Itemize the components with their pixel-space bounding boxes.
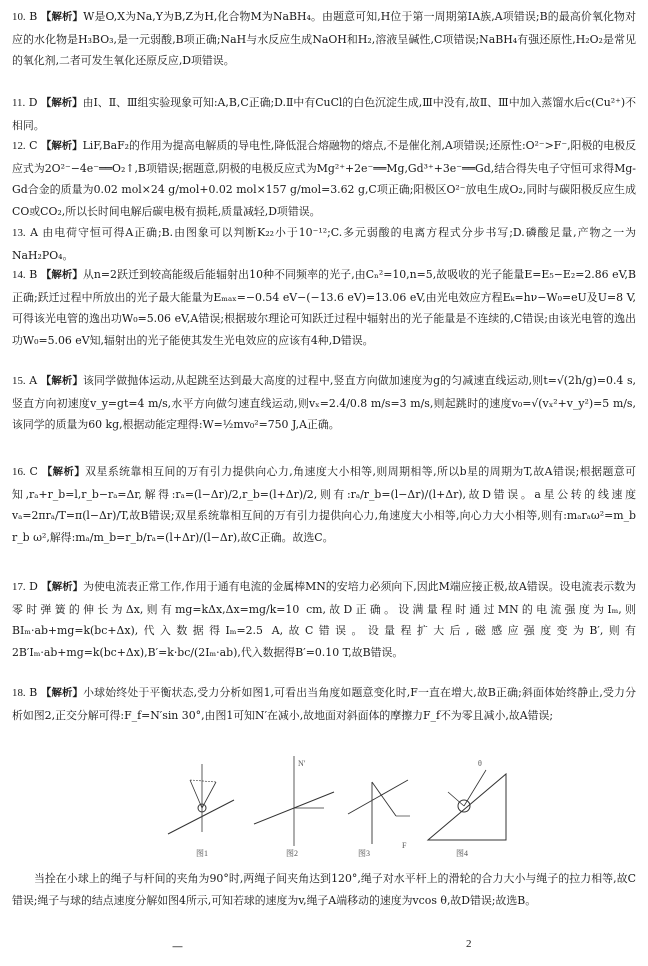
item-text: 双星系统靠相互间的万有引力提供向心力,角速度大小相等,则周期相等,所以b星的周期为T,故A错误;根据题意可知,rₐ+r_b=l,r_b−rₐ=Δr,解得:rₐ=(l−Δr)/2,r_b=(l+Δr)/2,则有:rₐ/r_b=(l−Δr)/(l+Δr),故D错误。a星公转的线速度vₐ=2πrₐ/T=π(l−Δr)/T,故B错误;双星系统靠相互间的万有引力提供向心力,角速度大小相等,向心力大小相等,则有:mₐrₐω²=m_b r_b ω²,解得:mₐ/m_b=r_b/rₐ=(l+Δr)/(l−Δr),故C正确。故选C。	[12, 465, 637, 544]
item-number: 12.	[12, 140, 26, 152]
item-number: 17.	[12, 581, 26, 593]
item-number: 10.	[12, 11, 26, 23]
angle-label: θ	[478, 759, 482, 768]
force-label: N′	[298, 759, 306, 768]
item-answer: B	[29, 268, 38, 281]
item-tag: 【解析】	[40, 269, 83, 281]
item-tag: 【解析】	[40, 11, 84, 23]
item-text: 从n=2跃迁到较高能级后能辐射出10种不同频率的光子,由Cₙ²=10,n=5,故吸收的光子能量E=E₅−E₂=2.86 eV,B正确;跃迁过程中所放出的光子最大能量为Eₘₐₓ=−0.54 eV−(−13.6 eV)=13.06 eV,由光电效应方程Eₖ=hν−W₀=eU及U=8 V,可得该光电管的逸出功W₀=5.06 eV,A错误;根据玻尔理论可知跃迁过程中辐射出的光子能量是不连续的,C错误;由该光电管的逸出功W₀=5.06 eV知,辐射出的光子能使其发生光电效应的应该有4种,D错误。	[12, 268, 637, 347]
answer-item-10	[12, 6, 636, 72]
figure-caption: 图3	[358, 849, 370, 858]
figure-caption: 图1	[196, 849, 208, 858]
item-tag: 【解析】	[40, 97, 83, 109]
item-number: 18.	[12, 687, 26, 699]
force-label: F	[402, 841, 407, 850]
answer-item-16	[12, 461, 636, 548]
item-text: 该同学做抛体运动,从起跳至达到最大高度的过程中,竖直方向做加速度为g的匀减速直线运动,则t=√(2h/g)=0.4 s,竖直方向初速度v_y=gt=4 m/s,水平方向做匀速直线运动,则vₓ=2.4/0.8 m/s=3 m/s,则起跳时的速度v₀=√(vₓ²+v_y²)=5 m/s,该同学的质量为60 kg,根据动能定理得:W=½mv₀²=750 J,A正确。	[12, 374, 637, 431]
item-answer: D	[29, 580, 38, 593]
item-text: 小球始终处于平衡状态,受力分析如图1,可看出当角度如题意变化时,F一直在增大,故B正确;斜面体始终静止,受力分析如图2,正交分解可得:F_f=N′sin 30°,由图1可知N′在减小,故地面对斜面体的摩擦力F_f不为零且减小,故A错误;	[12, 686, 636, 722]
answer-item-15	[12, 370, 636, 436]
item-answer: A	[30, 226, 38, 239]
answer-item-17	[12, 576, 636, 663]
figure-2	[254, 756, 334, 858]
item-answer: B	[29, 686, 38, 699]
answer-item-12	[12, 135, 636, 222]
item-text: W是O,X为Na,Y为B,Z为H,化合物M为NaBH₄。由题意可知,H位于第一周期第ⅠA族,A项错误;B的最高价氧化物对应的水化物是H₃BO₃,是一元弱酸,B项正确;NaH与水反应生成NaOH和H₂,溶液呈碱性,C项错误;NaBH₄有强还原性,H₂O₂是常见的氧化剂,二者可发生氧化还原反应,D项错误。	[12, 10, 637, 67]
item-number: 13.	[12, 227, 26, 239]
item-answer: B	[29, 10, 38, 23]
force-diagrams	[160, 752, 510, 864]
item-number: 11.	[12, 97, 26, 109]
figure-caption: 图2	[286, 849, 298, 858]
item-text: LiF,BaF₂的作用为提高电解质的导电性,降低混合熔融物的熔点,不是催化剂,A项错误;还原性:O²⁻>F⁻,阳极的电极反应式为2O²⁻−4e⁻══O₂↑,B项错误;据题意,阴极的电极反应式为Mg²⁺+2e⁻══Mg,Gd³⁺+3e⁻══Gd,结合得失电子守恒可求得Mg-Gd合金的质量为0.02 mol×24 g/mol+0.02 mol×157 g/mol=3.62 g,C项正确;阳极区O²⁻放电生成O₂,同时与碳阳极反应生成CO或CO₂,所以长时间电解后碳电极有损耗,质量减轻,D项错误。	[12, 139, 636, 218]
item-tag: 【解析】	[41, 466, 86, 478]
item-tag: 【解析】	[40, 687, 84, 699]
page-number: 2	[466, 938, 472, 950]
answer-item-11	[12, 92, 636, 136]
answer-item-18	[12, 682, 636, 726]
answer-18-continuation	[12, 868, 636, 911]
figure-4	[428, 759, 506, 858]
item-answer: D	[28, 96, 38, 109]
item-text: 为使电流表正常工作,作用于通有电流的金属棒MN的安培力必须向下,因此M端应接正极,故A错误。设电流表示数为零时弹簧的伸长为Δx,则有mg=kΔx,Δx=mg/k=10 cm,故D正确。设满量程时通过MN的电流强度为Iₘ,则BIₘ·ab+mg=k(bc+Δx),代入数据得Iₘ=2.5 A,故C错误。设量程扩大后,磁感应强度变为B′,则有2B′Iₘ·ab+mg=k(bc+Δx),B′=k·bc/(2Iₘ·ab),代入数据得B′=0.10 T,故B错误。	[12, 580, 636, 659]
item-text: 由电荷守恒可得A正确;B.由图象可以判断K₂₂小于10⁻¹²;C.多元弱酸的电离方程式分步书写;D.磷酸足量,产物之一为NaH₂PO₄。	[12, 226, 636, 262]
item-tag: 【解析】	[41, 581, 84, 593]
item-number: 16.	[12, 466, 26, 478]
item-text: 由Ⅰ、Ⅱ、Ⅲ组实验现象可知:A,B,C正确;D.Ⅱ中有CuCl的白色沉淀生成,Ⅲ中没有,故Ⅱ、Ⅲ中加入蒸馏水后c(Cu²⁺)不相同。	[12, 96, 637, 132]
item-number: 14.	[12, 269, 26, 281]
item-tag: 【解析】	[40, 140, 83, 152]
figure-1	[168, 764, 234, 858]
item-number: 15.	[12, 375, 26, 387]
figure-caption: 图4	[456, 849, 468, 858]
item-tag: 【解析】	[40, 375, 84, 387]
item-answer: C	[29, 465, 38, 478]
footer-dash: —	[172, 940, 183, 953]
answer-item-13	[12, 222, 636, 266]
item-answer: C	[29, 139, 38, 152]
answer-item-14	[12, 264, 636, 351]
figure-3	[348, 780, 410, 858]
continuation-text: 当拴在小球上的绳子与杆间的夹角为90°时,两绳子间夹角达到120°,绳子对水平杆上的滑轮的合力大小与绳子的拉力相等,故C错误;绳子与球的结点速度分解如图4所示,可知若球的速度为v,绳子A端移动的速度为vcos θ,故D错误;故选B。	[12, 872, 636, 907]
item-answer: A	[29, 374, 38, 387]
